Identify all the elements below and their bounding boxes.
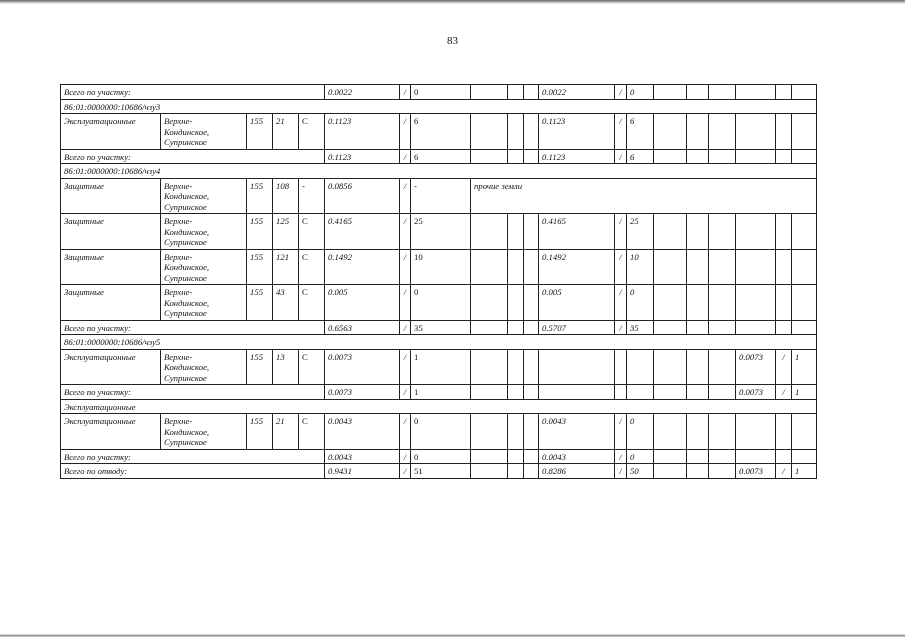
slash-separator: / [400, 214, 411, 250]
empty-cell [508, 285, 524, 321]
area-cell: 0.1492 [325, 249, 400, 285]
area-cell [736, 449, 776, 464]
empty-cell [654, 114, 687, 150]
area-cell [736, 414, 776, 450]
empty-cell [709, 320, 736, 335]
count-cell [792, 449, 817, 464]
empty-cell [471, 85, 508, 100]
count-cell: 0 [411, 449, 471, 464]
plot-cell: 21 [273, 114, 299, 150]
empty-cell [687, 114, 709, 150]
plot-cell: 43 [273, 285, 299, 321]
empty-cell [654, 414, 687, 450]
slash-separator: / [615, 249, 627, 285]
count-cell: 25 [411, 214, 471, 250]
slash-separator: / [400, 149, 411, 164]
slash-separator: / [400, 385, 411, 400]
count-cell: 0 [627, 285, 654, 321]
note-cell: прочие земли [471, 178, 817, 214]
quarter-cell: 155 [247, 414, 273, 450]
total-label: Всего по участку: [61, 449, 325, 464]
slash-separator: / [400, 85, 411, 100]
empty-cell [687, 149, 709, 164]
slash-separator: / [615, 149, 627, 164]
empty-cell [654, 285, 687, 321]
slash-separator: / [615, 85, 627, 100]
area-cell [736, 85, 776, 100]
quarter-cell: 155 [247, 114, 273, 150]
count-cell [627, 385, 654, 400]
empty-cell [524, 449, 539, 464]
empty-cell [524, 464, 539, 479]
empty-cell [508, 385, 524, 400]
table-row [61, 178, 817, 214]
area-cell: 0.1123 [325, 149, 400, 164]
count-cell: 1 [792, 349, 817, 385]
slash-separator: / [776, 385, 792, 400]
total-label: Всего по отводу: [61, 464, 325, 479]
slash-separator: / [400, 114, 411, 150]
slash-separator: / [776, 349, 792, 385]
category-cell: Защитные [61, 285, 161, 321]
scan-bottom-edge [0, 634, 905, 637]
slash-separator [776, 149, 792, 164]
empty-cell [508, 114, 524, 150]
area-cell [539, 385, 615, 400]
total-row [61, 149, 817, 164]
empty-cell [687, 464, 709, 479]
empty-cell [508, 85, 524, 100]
count-cell [792, 149, 817, 164]
category-cell: Эксплуатационные [61, 114, 161, 150]
area-cell [539, 349, 615, 385]
count-cell: 6 [411, 114, 471, 150]
empty-cell [524, 414, 539, 450]
count-cell: 6 [411, 149, 471, 164]
area-cell: 0.6563 [325, 320, 400, 335]
count-cell [792, 214, 817, 250]
empty-cell [508, 349, 524, 385]
count-cell: 10 [627, 249, 654, 285]
quarter-cell: 155 [247, 178, 273, 214]
area-cell: 0.1123 [325, 114, 400, 150]
empty-cell [524, 285, 539, 321]
forestry-cell: Верхне- Кондинское, Супринское [161, 414, 247, 450]
empty-cell [654, 464, 687, 479]
empty-cell [524, 149, 539, 164]
count-cell: - [411, 178, 471, 214]
count-cell: 0 [627, 414, 654, 450]
mark-cell: С [299, 285, 325, 321]
slash-separator [776, 114, 792, 150]
slash-separator [776, 85, 792, 100]
mark-cell: С [299, 114, 325, 150]
section-label: 86:01:0000000:10686/чзу5 [61, 335, 817, 350]
count-cell [792, 85, 817, 100]
empty-cell [709, 114, 736, 150]
page-number: 83 [447, 35, 458, 47]
total-label: Всего по участку: [61, 320, 325, 335]
empty-cell [687, 385, 709, 400]
category-cell: Защитные [61, 249, 161, 285]
slash-separator: / [400, 349, 411, 385]
empty-cell [687, 449, 709, 464]
empty-cell [471, 385, 508, 400]
mark-cell: - [299, 178, 325, 214]
empty-cell [471, 320, 508, 335]
section-row [61, 335, 817, 350]
count-cell: 0 [411, 85, 471, 100]
empty-cell [471, 349, 508, 385]
count-cell: 0 [627, 85, 654, 100]
area-cell: 0.0073 [736, 349, 776, 385]
empty-cell [508, 214, 524, 250]
slash-separator: / [776, 464, 792, 479]
count-cell: 35 [627, 320, 654, 335]
empty-cell [508, 464, 524, 479]
area-cell: 0.0856 [325, 178, 400, 214]
area-cell [736, 285, 776, 321]
slash-separator [776, 249, 792, 285]
count-cell: 25 [627, 214, 654, 250]
count-cell [792, 285, 817, 321]
area-cell: 0.9431 [325, 464, 400, 479]
total-row [61, 464, 817, 479]
empty-cell [524, 385, 539, 400]
forestry-cell: Верхне- Кондинское, Супринское [161, 214, 247, 250]
count-cell: 1 [792, 385, 817, 400]
empty-cell [471, 114, 508, 150]
total-label: Всего по участку: [61, 385, 325, 400]
empty-cell [471, 414, 508, 450]
table-row [61, 214, 817, 250]
empty-cell [471, 285, 508, 321]
table-row [61, 349, 817, 385]
slash-separator [776, 449, 792, 464]
count-cell: 1 [411, 385, 471, 400]
empty-cell [709, 214, 736, 250]
empty-cell [654, 385, 687, 400]
empty-cell [471, 449, 508, 464]
total-row [61, 385, 817, 400]
count-cell [792, 320, 817, 335]
slash-separator: / [400, 178, 411, 214]
table-row [61, 114, 817, 150]
empty-cell [524, 320, 539, 335]
empty-cell [654, 149, 687, 164]
empty-cell [524, 114, 539, 150]
total-row [61, 85, 817, 100]
area-cell: 0.5707 [539, 320, 615, 335]
empty-cell [709, 414, 736, 450]
forestry-cell: Верхне- Кондинское, Супринское [161, 114, 247, 150]
area-cell: 0.1492 [539, 249, 615, 285]
empty-cell [709, 249, 736, 285]
empty-cell [524, 249, 539, 285]
count-cell: 6 [627, 149, 654, 164]
slash-separator: / [615, 285, 627, 321]
count-cell: 0 [411, 414, 471, 450]
area-cell: 0.0022 [325, 85, 400, 100]
empty-cell [508, 249, 524, 285]
slash-separator [615, 349, 627, 385]
area-cell: 0.0043 [325, 449, 400, 464]
total-row [61, 449, 817, 464]
slash-separator: / [400, 464, 411, 479]
empty-cell [471, 214, 508, 250]
empty-cell [508, 149, 524, 164]
section-row [61, 164, 817, 179]
quarter-cell: 155 [247, 249, 273, 285]
plot-cell: 108 [273, 178, 299, 214]
count-cell [792, 249, 817, 285]
empty-cell [654, 320, 687, 335]
area-cell: 0.0073 [736, 385, 776, 400]
slash-separator: / [615, 320, 627, 335]
empty-cell [471, 249, 508, 285]
empty-cell [471, 464, 508, 479]
quarter-cell: 155 [247, 349, 273, 385]
area-cell [736, 214, 776, 250]
empty-cell [709, 85, 736, 100]
category-cell: Эксплуатационные [61, 414, 161, 450]
count-cell: 50 [627, 464, 654, 479]
empty-cell [524, 214, 539, 250]
empty-cell [709, 349, 736, 385]
empty-cell [654, 249, 687, 285]
section-label: 86:01:0000000:10686/чзу4 [61, 164, 817, 179]
forestry-cell: Верхне- Кондинское, Супринское [161, 178, 247, 214]
empty-cell [654, 449, 687, 464]
table-row [61, 249, 817, 285]
empty-cell [654, 85, 687, 100]
empty-cell [709, 385, 736, 400]
plot-cell: 125 [273, 214, 299, 250]
empty-cell [508, 449, 524, 464]
mark-cell: С [299, 214, 325, 250]
empty-cell [508, 414, 524, 450]
plot-cell: 21 [273, 414, 299, 450]
section-label: Эксплуатационные [61, 399, 817, 414]
count-cell: 6 [627, 114, 654, 150]
empty-cell [709, 285, 736, 321]
count-cell: 1 [411, 349, 471, 385]
area-cell: 0.8286 [539, 464, 615, 479]
slash-separator [776, 285, 792, 321]
total-label: Всего по участку: [61, 149, 325, 164]
area-cell: 0.005 [539, 285, 615, 321]
empty-cell [471, 149, 508, 164]
slash-separator [776, 320, 792, 335]
mark-cell: С [299, 249, 325, 285]
table-row [61, 414, 817, 450]
area-cell: 0.0043 [539, 449, 615, 464]
slash-separator: / [615, 114, 627, 150]
section-label: 86:01:0000000:10686/чзу3 [61, 99, 817, 114]
area-cell [736, 114, 776, 150]
total-label: Всего по участку: [61, 85, 325, 100]
mark-cell: С [299, 349, 325, 385]
count-cell: 10 [411, 249, 471, 285]
empty-cell [687, 320, 709, 335]
count-cell [792, 414, 817, 450]
count-cell [792, 114, 817, 150]
empty-cell [508, 320, 524, 335]
category-cell: Защитные [61, 214, 161, 250]
empty-cell [687, 85, 709, 100]
empty-cell [687, 349, 709, 385]
empty-cell [709, 464, 736, 479]
area-cell: 0.1123 [539, 149, 615, 164]
area-cell: 0.1123 [539, 114, 615, 150]
count-cell: 35 [411, 320, 471, 335]
forestry-cell: Верхне- Кондинское, Супринское [161, 349, 247, 385]
quarter-cell: 155 [247, 214, 273, 250]
area-cell: 0.0073 [736, 464, 776, 479]
area-cell: 0.0043 [325, 414, 400, 450]
area-cell [736, 149, 776, 164]
plot-cell: 121 [273, 249, 299, 285]
scan-top-edge [0, 0, 905, 4]
section-row [61, 399, 817, 414]
empty-cell [709, 149, 736, 164]
slash-separator [776, 214, 792, 250]
slash-separator: / [400, 414, 411, 450]
empty-cell [654, 349, 687, 385]
table-row [61, 285, 817, 321]
area-cell: 0.0073 [325, 385, 400, 400]
quarter-cell: 155 [247, 285, 273, 321]
empty-cell [709, 449, 736, 464]
count-cell: 0 [627, 449, 654, 464]
slash-separator: / [615, 214, 627, 250]
slash-separator [776, 414, 792, 450]
category-cell: Эксплуатационные [61, 349, 161, 385]
count-cell: 51 [411, 464, 471, 479]
slash-separator: / [400, 285, 411, 321]
empty-cell [687, 214, 709, 250]
mark-cell: С [299, 414, 325, 450]
area-cell: 0.0022 [539, 85, 615, 100]
count-cell: 1 [792, 464, 817, 479]
slash-separator: / [615, 414, 627, 450]
plot-cell: 13 [273, 349, 299, 385]
area-cell: 0.005 [325, 285, 400, 321]
empty-cell [687, 414, 709, 450]
forestry-cell: Верхне- Кондинское, Супринское [161, 285, 247, 321]
area-cell [736, 249, 776, 285]
allotment-table [60, 84, 817, 479]
area-cell [736, 320, 776, 335]
forestry-cell: Верхне- Кондинское, Супринское [161, 249, 247, 285]
category-cell: Защитные [61, 178, 161, 214]
area-cell: 0.4165 [539, 214, 615, 250]
empty-cell [687, 285, 709, 321]
slash-separator [615, 385, 627, 400]
area-cell: 0.0043 [539, 414, 615, 450]
empty-cell [524, 85, 539, 100]
section-row [61, 99, 817, 114]
area-cell: 0.4165 [325, 214, 400, 250]
empty-cell [524, 349, 539, 385]
empty-cell [687, 249, 709, 285]
slash-separator: / [400, 249, 411, 285]
count-cell [627, 349, 654, 385]
count-cell: 0 [411, 285, 471, 321]
total-row [61, 320, 817, 335]
slash-separator: / [615, 449, 627, 464]
slash-separator: / [400, 320, 411, 335]
area-cell: 0.0073 [325, 349, 400, 385]
empty-cell [654, 214, 687, 250]
slash-separator: / [400, 449, 411, 464]
slash-separator: / [615, 464, 627, 479]
